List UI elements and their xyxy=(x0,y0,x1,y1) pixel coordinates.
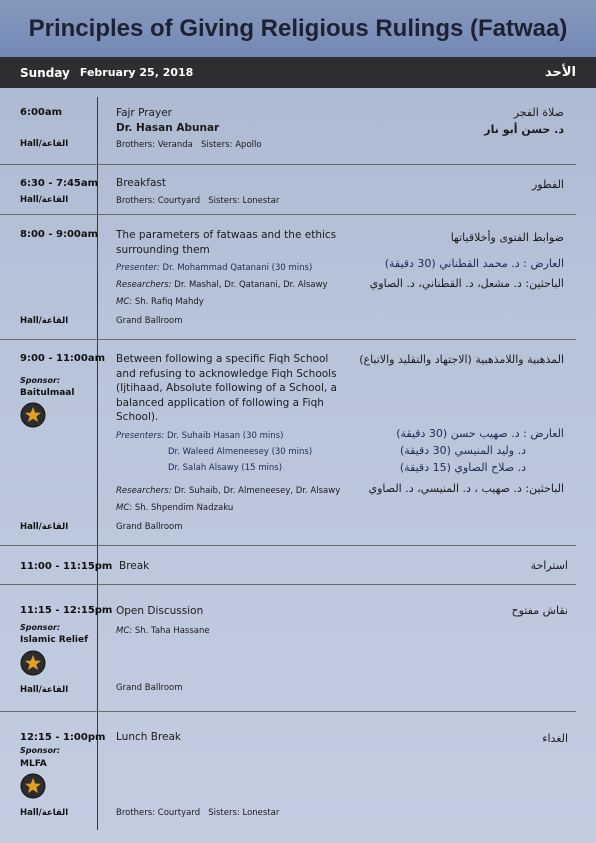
row-divider xyxy=(0,584,576,585)
star-icon xyxy=(20,650,46,676)
session-title: Lunch Break xyxy=(116,731,182,743)
session-presenter-arabic: د. وليد المنيسي (30 دقيقة) xyxy=(399,444,526,457)
session-researchers: Researchers: Dr. Suhaib, Dr. Almeneesey, Dr. Alsawy xyxy=(116,486,341,496)
day-name-arabic: الأحد xyxy=(544,65,576,80)
session-title-line: Between following a specific Fiqh School xyxy=(116,353,329,365)
session-presenters: Presenters: Dr. Suhaib Hasan (30 mins) xyxy=(116,431,284,441)
session-presenter-arabic: العارض : د. محمد القطناني (30 دقيقة) xyxy=(384,257,564,270)
sponsor-label: Sponsor: xyxy=(20,376,61,385)
sponsor-name: Islamic Relief xyxy=(20,635,89,645)
session-researchers: Researchers: Dr. Mashal, Dr. Qatanani, Dr. Alsawy xyxy=(116,280,328,290)
session-title: Break xyxy=(119,560,150,572)
session-location: Brothers: Courtyard Sisters: Lonestar xyxy=(116,808,280,818)
session-title-line: surrounding them xyxy=(116,244,210,256)
session-time: 8:00 - 9:00am xyxy=(20,229,99,240)
session-time: 11:00 - 11:15pm xyxy=(20,561,113,572)
session-room: Grand Ballroom xyxy=(116,683,183,693)
session-title-line: (Ijtihaad, Absolute following of a School, a xyxy=(116,382,337,394)
session-title-arabic: صلاة الفجر xyxy=(513,106,564,119)
session-presenter: Dr. Waleed Almeneesey (30 mins) xyxy=(168,447,313,457)
session-title-line: balanced application of following a Fiqh xyxy=(116,396,324,409)
sponsor-label: Sponsor: xyxy=(20,623,61,632)
session-title-arabic: المذهبية واللامذهبية (الاجتهاد والتقليد والاتباع) xyxy=(359,353,564,366)
row-divider xyxy=(0,214,576,215)
session-speaker-arabic: د. حسن أبو نار xyxy=(484,123,564,136)
session-room: Grand Ballroom xyxy=(116,316,183,326)
session-time: 6:30 - 7:45am xyxy=(20,178,99,189)
column-divider xyxy=(97,97,98,830)
day-bar xyxy=(0,57,596,88)
session-researchers-arabic: الباحثين: د. صهيب ، د. المنيسي، د. الصاوي xyxy=(368,482,564,495)
hall-label: Hall/القاعة xyxy=(20,685,69,695)
session-presenter-arabic: د. صلاح الصاوي (15 دقيقة) xyxy=(399,461,526,474)
session-title-line: and refusing to acknowledge Fiqh Schools xyxy=(116,367,337,380)
session-title-line: School). xyxy=(116,411,159,423)
session-title: Fajr Prayer xyxy=(116,107,172,119)
session-presenter: Presenter: Dr. Mohammad Qatanani (30 mins) xyxy=(116,263,313,273)
session-time: 11:15 - 12:15pm xyxy=(20,605,113,616)
session-location: Brothers: Veranda Sisters: Apollo xyxy=(116,140,262,150)
hall-label: Hall/القاعة xyxy=(20,139,69,149)
hall-label: Hall/القاعة xyxy=(20,808,69,818)
star-icon xyxy=(20,773,46,799)
session-title-arabic: الغداء xyxy=(542,732,568,745)
session-mc: MC: Sh. Rafiq Mahdy xyxy=(116,297,204,307)
session-time: 9:00 - 11:00am xyxy=(20,353,105,364)
title-bar xyxy=(0,0,596,57)
sponsor-name: MLFA xyxy=(20,759,47,769)
session-room: Grand Ballroom xyxy=(116,522,183,532)
hall-label: Hall/القاعة xyxy=(20,316,69,326)
sponsor-label: Sponsor: xyxy=(20,746,61,755)
session-time: 12:15 - 1:00pm xyxy=(20,732,106,743)
session-presenter-arabic: العارض : د. صهيب حسن (30 دقيقة) xyxy=(396,427,564,440)
row-divider xyxy=(0,545,576,546)
session-title-line: The parameters of fatwaas and the ethics xyxy=(116,229,337,241)
session-speaker: Dr. Hasan Abunar xyxy=(116,122,220,134)
session-mc: MC: Sh. Taha Hassane xyxy=(116,626,210,636)
session-title-arabic: ضوابط الفتوى وأخلاقياتها xyxy=(450,231,564,244)
row-divider xyxy=(0,164,576,165)
session-title: Breakfast xyxy=(116,177,166,189)
row-divider xyxy=(0,711,576,712)
session-title-arabic: استراحة xyxy=(530,559,568,572)
session-location: Brothers: Courtyard Sisters: Lonestar xyxy=(116,196,280,206)
hall-label: Hall/القاعة xyxy=(20,522,69,532)
page-title: Principles of Giving Religious Rulings (Fatwaa) xyxy=(28,14,568,42)
session-mc: MC: Sh. Shpendim Nadzaku xyxy=(116,503,234,513)
session-title-arabic: الفطور xyxy=(532,178,564,191)
session-time: 6:00am xyxy=(20,107,63,118)
session-title: Open Discussion xyxy=(116,605,204,617)
row-divider xyxy=(0,339,576,340)
hall-label: Hall/القاعة xyxy=(20,195,69,205)
day-name: Sunday xyxy=(20,65,70,80)
session-researchers-arabic: الباحثين: د. مشعل، د. القطناني، د. الصاوي xyxy=(369,277,564,290)
session-title-arabic: نقاش مفتوح xyxy=(511,604,568,617)
session-presenter: Dr. Salah Alsawy (15 mins) xyxy=(168,463,283,473)
star-icon xyxy=(20,402,46,428)
day-date: February 25, 2018 xyxy=(79,66,194,79)
sponsor-name: Baitulmaal xyxy=(20,388,75,398)
